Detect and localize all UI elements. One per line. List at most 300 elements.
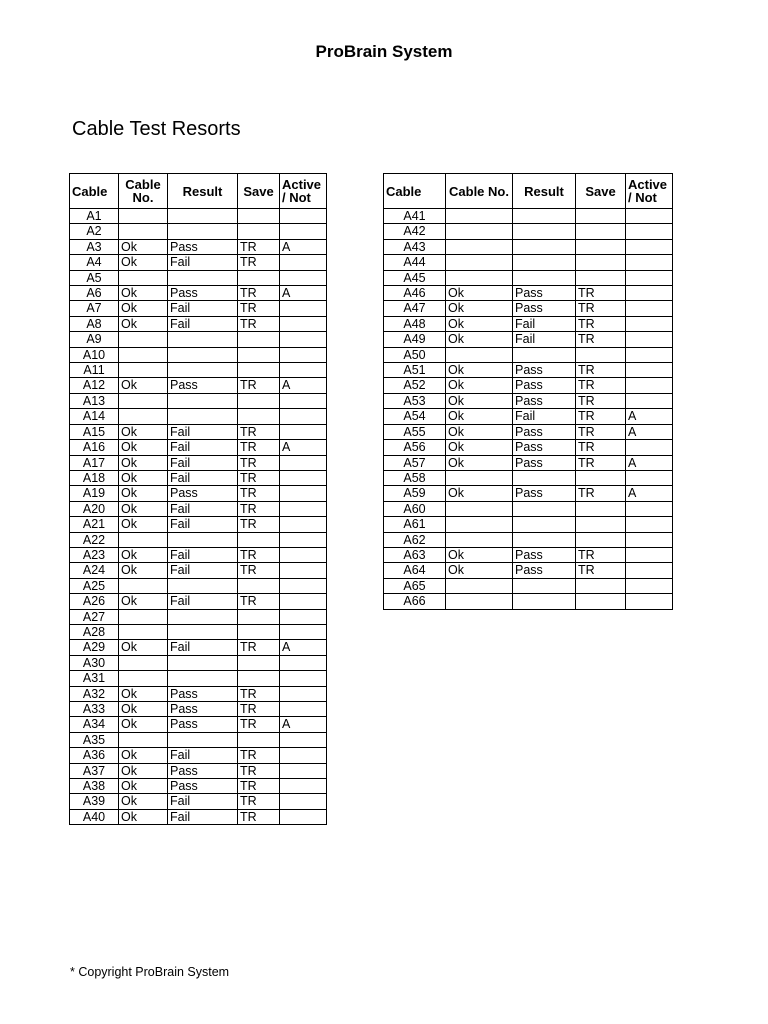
cell-cable: A28	[70, 624, 119, 639]
cell-result	[513, 594, 576, 609]
cell-cable: A3	[70, 239, 119, 254]
footer-copyright: * Copyright ProBrain System	[70, 965, 230, 979]
cell-save	[238, 347, 280, 362]
cell-active	[280, 732, 327, 747]
cell-active: A	[626, 486, 673, 501]
cell-cable-no: Ok	[446, 424, 513, 439]
cell-active: A	[626, 424, 673, 439]
cell-cable-no: Ok	[446, 316, 513, 331]
cell-cable-no: Ok	[119, 286, 168, 301]
cell-cable-no: Ok	[119, 763, 168, 778]
cell-cable-no: Ok	[119, 424, 168, 439]
cell-save: TR	[238, 763, 280, 778]
cell-cable-no: Ok	[119, 239, 168, 254]
cell-cable-no	[119, 578, 168, 593]
cell-result	[168, 624, 238, 639]
cell-result: Fail	[168, 547, 238, 562]
cell-result: Pass	[168, 378, 238, 393]
table-row	[384, 301, 673, 316]
cell-active	[280, 332, 327, 347]
cell-result: Pass	[168, 702, 238, 717]
cell-save: TR	[238, 486, 280, 501]
cell-cable-no	[119, 224, 168, 239]
cell-cable-no: Ok	[119, 547, 168, 562]
table-row	[70, 563, 327, 578]
cell-cable-no	[446, 255, 513, 270]
cell-cable-no: Ok	[446, 455, 513, 470]
cell-save: TR	[576, 378, 626, 393]
cell-cable: A33	[70, 702, 119, 717]
cell-cable-no	[119, 732, 168, 747]
cell-cable-no: Ok	[119, 809, 168, 824]
table-row	[384, 393, 673, 408]
cell-active	[280, 532, 327, 547]
cell-save: TR	[238, 455, 280, 470]
header-save: Save	[238, 174, 280, 209]
table-row	[70, 332, 327, 347]
cell-active	[280, 347, 327, 362]
cell-cable: A43	[384, 239, 446, 254]
cell-active	[626, 563, 673, 578]
cell-result: Fail	[168, 794, 238, 809]
cell-active	[280, 671, 327, 686]
cell-save: TR	[238, 748, 280, 763]
cell-result: Pass	[513, 547, 576, 562]
table-row	[70, 224, 327, 239]
cell-cable-no: Ok	[119, 455, 168, 470]
cell-cable: A66	[384, 594, 446, 609]
cell-save	[238, 332, 280, 347]
cell-active	[280, 763, 327, 778]
cell-result: Pass	[513, 301, 576, 316]
cell-save: TR	[238, 501, 280, 516]
cell-save	[238, 655, 280, 670]
cell-active	[280, 255, 327, 270]
cell-active	[280, 301, 327, 316]
cell-cable-no	[119, 332, 168, 347]
cell-save	[238, 578, 280, 593]
cell-result	[168, 671, 238, 686]
table-row	[70, 532, 327, 547]
cell-result	[168, 732, 238, 747]
cell-cable: A63	[384, 547, 446, 562]
cell-active	[626, 532, 673, 547]
cell-cable-no	[119, 655, 168, 670]
cell-active	[626, 363, 673, 378]
cell-cable-no	[446, 209, 513, 224]
cell-save: TR	[238, 301, 280, 316]
cell-result: Pass	[513, 363, 576, 378]
cell-save	[576, 594, 626, 609]
cell-cable-no	[119, 532, 168, 547]
cell-active	[280, 393, 327, 408]
cell-result	[513, 347, 576, 362]
cell-cable: A47	[384, 301, 446, 316]
cell-cable-no	[119, 671, 168, 686]
cell-save: TR	[238, 517, 280, 532]
cell-cable: A29	[70, 640, 119, 655]
cell-active	[280, 316, 327, 331]
cable-table-left	[69, 173, 327, 825]
page-header-title: ProBrain System	[315, 42, 453, 61]
cell-active: A	[626, 409, 673, 424]
cell-save: TR	[238, 547, 280, 562]
table-row	[384, 239, 673, 254]
cable-table-right	[383, 173, 673, 610]
cell-cable: A41	[384, 209, 446, 224]
cell-save: TR	[238, 255, 280, 270]
table-row	[70, 809, 327, 824]
cell-save: TR	[238, 686, 280, 701]
cell-active	[280, 363, 327, 378]
cell-save: TR	[238, 378, 280, 393]
cell-cable-no: Ok	[119, 378, 168, 393]
cell-cable: A53	[384, 393, 446, 408]
cell-result	[168, 393, 238, 408]
cell-cable: A27	[70, 609, 119, 624]
cell-result: Fail	[168, 517, 238, 532]
cell-cable: A55	[384, 424, 446, 439]
cell-cable: A44	[384, 255, 446, 270]
cell-cable-no: Ok	[119, 594, 168, 609]
table-row	[70, 748, 327, 763]
cell-result	[168, 609, 238, 624]
table-row	[384, 363, 673, 378]
table-row	[70, 424, 327, 439]
cell-active	[280, 424, 327, 439]
cell-active	[280, 702, 327, 717]
cell-cable-no	[446, 501, 513, 516]
cell-cable: A62	[384, 532, 446, 547]
cell-result	[513, 470, 576, 485]
cell-save: TR	[238, 563, 280, 578]
cell-cable: A2	[70, 224, 119, 239]
cell-save	[576, 578, 626, 593]
cell-active: A	[626, 455, 673, 470]
table-row	[70, 702, 327, 717]
table-row	[70, 655, 327, 670]
cell-result: Pass	[168, 239, 238, 254]
table-row	[384, 486, 673, 501]
cell-result	[168, 270, 238, 285]
cell-active	[280, 686, 327, 701]
cell-cable-no: Ok	[119, 702, 168, 717]
cell-save: TR	[238, 286, 280, 301]
cell-save: TR	[576, 393, 626, 408]
cell-save: TR	[238, 424, 280, 439]
cell-result: Pass	[168, 686, 238, 701]
cell-save: TR	[238, 640, 280, 655]
cell-save	[576, 470, 626, 485]
cell-result: Pass	[513, 563, 576, 578]
cell-active: A	[280, 239, 327, 254]
cell-cable: A4	[70, 255, 119, 270]
cell-cable: A35	[70, 732, 119, 747]
table-row	[70, 239, 327, 254]
cell-save: TR	[576, 332, 626, 347]
cell-active	[626, 393, 673, 408]
table-row	[70, 794, 327, 809]
table-row	[384, 517, 673, 532]
table-row	[70, 440, 327, 455]
table-header-row	[384, 174, 673, 209]
cell-active: A	[280, 286, 327, 301]
cell-save	[576, 209, 626, 224]
cell-result: Fail	[168, 748, 238, 763]
table-row	[384, 455, 673, 470]
cell-cable-no: Ok	[446, 547, 513, 562]
header-result: Result	[513, 174, 576, 209]
cell-active	[626, 594, 673, 609]
cell-save: TR	[238, 440, 280, 455]
cell-cable: A12	[70, 378, 119, 393]
cell-save	[576, 347, 626, 362]
cell-active	[280, 794, 327, 809]
cell-cable: A61	[384, 517, 446, 532]
cell-cable-no: Ok	[119, 501, 168, 516]
table-row	[70, 547, 327, 562]
table-row	[384, 470, 673, 485]
cell-save: TR	[576, 547, 626, 562]
cell-active	[280, 779, 327, 794]
cell-cable: A8	[70, 316, 119, 331]
header-cable-no: Cable No.	[119, 174, 168, 209]
cell-cable-no: Ok	[446, 563, 513, 578]
table-row	[384, 286, 673, 301]
cell-cable: A36	[70, 748, 119, 763]
cell-save: TR	[576, 363, 626, 378]
cell-active	[280, 486, 327, 501]
cell-cable-no: Ok	[446, 393, 513, 408]
table-row	[70, 347, 327, 362]
cell-cable: A15	[70, 424, 119, 439]
cell-cable: A18	[70, 470, 119, 485]
cell-active	[280, 501, 327, 516]
cell-active	[280, 563, 327, 578]
cell-result	[168, 363, 238, 378]
cell-save	[238, 209, 280, 224]
table-row	[70, 393, 327, 408]
cell-result: Fail	[513, 409, 576, 424]
cell-cable: A49	[384, 332, 446, 347]
cell-save: TR	[576, 440, 626, 455]
cell-result: Fail	[168, 470, 238, 485]
table-row	[70, 671, 327, 686]
table-row	[70, 578, 327, 593]
cell-cable-no	[446, 532, 513, 547]
cell-cable-no	[446, 239, 513, 254]
table-row	[384, 332, 673, 347]
cell-active	[280, 547, 327, 562]
cell-cable-no: Ok	[119, 640, 168, 655]
cell-result: Pass	[513, 393, 576, 408]
cell-cable: A6	[70, 286, 119, 301]
cell-save: TR	[576, 301, 626, 316]
cell-save	[576, 270, 626, 285]
cell-result: Fail	[168, 563, 238, 578]
cell-cable: A20	[70, 501, 119, 516]
cell-result: Pass	[513, 486, 576, 501]
cell-result	[168, 409, 238, 424]
cell-active	[626, 547, 673, 562]
table-row	[70, 209, 327, 224]
table-row	[70, 301, 327, 316]
table-row	[384, 316, 673, 331]
cell-result: Fail	[168, 501, 238, 516]
cell-active	[626, 239, 673, 254]
cell-cable-no: Ok	[446, 332, 513, 347]
header-cable-no: Cable No.	[446, 174, 513, 209]
cell-cable-no: Ok	[446, 440, 513, 455]
cell-cable-no: Ok	[446, 409, 513, 424]
cell-cable-no: Ok	[119, 255, 168, 270]
cell-cable: A52	[384, 378, 446, 393]
cell-cable: A21	[70, 517, 119, 532]
cell-active	[626, 347, 673, 362]
cell-save: TR	[238, 470, 280, 485]
cell-cable-no	[119, 624, 168, 639]
cell-cable: A58	[384, 470, 446, 485]
cell-result	[168, 347, 238, 362]
cell-cable-no: Ok	[119, 748, 168, 763]
cell-save	[238, 409, 280, 424]
document-title: Cable Test Resorts	[72, 118, 241, 140]
cell-result: Fail	[168, 455, 238, 470]
cell-cable: A14	[70, 409, 119, 424]
cell-cable-no	[446, 270, 513, 285]
cell-active	[280, 609, 327, 624]
cell-save: TR	[576, 409, 626, 424]
cell-result	[513, 501, 576, 516]
cell-active	[280, 809, 327, 824]
cell-cable: A37	[70, 763, 119, 778]
cell-cable: A25	[70, 578, 119, 593]
cell-result	[168, 655, 238, 670]
cell-cable-no: Ok	[119, 486, 168, 501]
cell-save: TR	[238, 316, 280, 331]
cell-result: Fail	[168, 316, 238, 331]
cell-result: Fail	[168, 255, 238, 270]
table-row	[70, 732, 327, 747]
cell-save	[238, 393, 280, 408]
table-row	[384, 594, 673, 609]
cell-cable: A48	[384, 316, 446, 331]
cell-save	[576, 255, 626, 270]
cell-active	[280, 409, 327, 424]
table-row	[70, 316, 327, 331]
cell-cable-no	[119, 209, 168, 224]
cell-save: TR	[238, 779, 280, 794]
table-row	[384, 347, 673, 362]
table-row	[70, 763, 327, 778]
cell-active	[280, 209, 327, 224]
table-row	[384, 563, 673, 578]
cell-cable: A30	[70, 655, 119, 670]
cell-save	[576, 501, 626, 516]
cell-cable: A13	[70, 393, 119, 408]
cell-cable-no: Ok	[446, 378, 513, 393]
cell-cable-no	[119, 609, 168, 624]
table-row	[384, 424, 673, 439]
cell-result: Fail	[168, 809, 238, 824]
cell-cable: A56	[384, 440, 446, 455]
cell-save: TR	[238, 809, 280, 824]
cell-cable-no	[119, 393, 168, 408]
cell-cable-no	[446, 578, 513, 593]
cell-result: Pass	[513, 286, 576, 301]
table-row	[70, 486, 327, 501]
cell-active	[626, 224, 673, 239]
cell-cable-no: Ok	[119, 316, 168, 331]
cell-save: TR	[576, 286, 626, 301]
cell-result	[513, 224, 576, 239]
table-row	[70, 286, 327, 301]
cell-result: Fail	[168, 594, 238, 609]
cell-result	[513, 255, 576, 270]
cell-result: Fail	[168, 440, 238, 455]
cell-cable-no	[119, 270, 168, 285]
cell-save	[238, 671, 280, 686]
cell-cable-no	[119, 347, 168, 362]
cell-save	[238, 732, 280, 747]
table-header-row	[70, 174, 327, 209]
cell-cable: A11	[70, 363, 119, 378]
cell-result	[513, 532, 576, 547]
cell-result: Pass	[513, 440, 576, 455]
table-row	[70, 686, 327, 701]
cell-cable-no	[446, 347, 513, 362]
cell-cable-no: Ok	[446, 286, 513, 301]
cell-active: A	[280, 717, 327, 732]
cell-active	[280, 470, 327, 485]
cell-save: TR	[238, 794, 280, 809]
cell-cable: A26	[70, 594, 119, 609]
cell-save: TR	[576, 424, 626, 439]
cell-result: Fail	[168, 640, 238, 655]
header-active: Active / Not	[626, 174, 673, 209]
cell-active: A	[280, 378, 327, 393]
cell-cable: A38	[70, 779, 119, 794]
cell-save	[238, 270, 280, 285]
table-row	[384, 209, 673, 224]
cell-active	[626, 501, 673, 516]
cell-save	[576, 532, 626, 547]
cell-cable: A10	[70, 347, 119, 362]
cell-cable: A50	[384, 347, 446, 362]
cell-cable: A9	[70, 332, 119, 347]
cell-active	[626, 440, 673, 455]
cell-cable: A51	[384, 363, 446, 378]
cell-result	[513, 578, 576, 593]
cell-result: Fail	[513, 316, 576, 331]
cell-result: Fail	[168, 424, 238, 439]
cell-cable: A16	[70, 440, 119, 455]
cell-cable-no	[119, 409, 168, 424]
table-row	[70, 594, 327, 609]
cell-save	[576, 239, 626, 254]
cell-cable: A1	[70, 209, 119, 224]
table-row	[384, 501, 673, 516]
cell-cable-no: Ok	[119, 794, 168, 809]
cell-active	[280, 748, 327, 763]
cell-save: TR	[238, 239, 280, 254]
cell-result	[168, 532, 238, 547]
cell-save: TR	[576, 316, 626, 331]
cell-save: TR	[238, 594, 280, 609]
header-active: Active / Not	[280, 174, 327, 209]
cell-active	[626, 301, 673, 316]
table-row	[70, 717, 327, 732]
